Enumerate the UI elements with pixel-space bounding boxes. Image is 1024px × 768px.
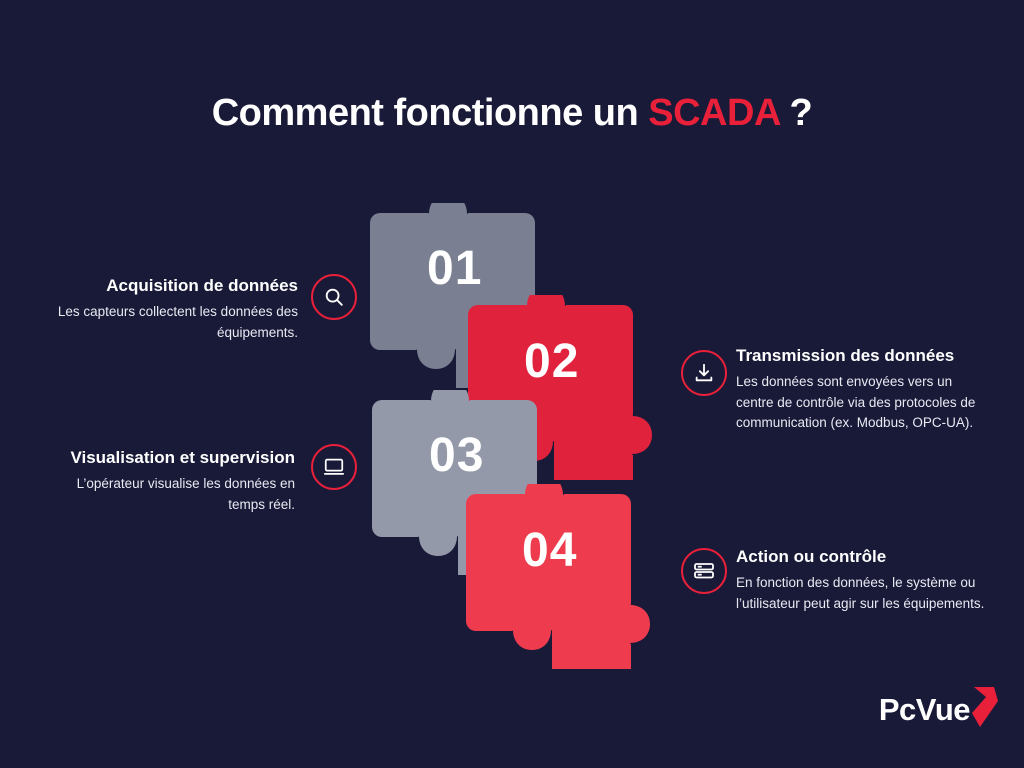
puzzle-number-04: 04	[522, 524, 578, 577]
step-03-title: Visualisation et supervision	[70, 448, 295, 467]
page-title	[0, 92, 1024, 135]
step-02-title: Transmission des données	[736, 346, 955, 365]
step-03-description: L’opérateur visualise les données en temps réel.	[76, 476, 295, 512]
title-part-after: ?	[779, 92, 813, 134]
server-icon	[681, 548, 727, 594]
step-01-text	[40, 275, 298, 343]
step-01-description: Les capteurs collectent les données des équipements.	[57, 304, 298, 340]
puzzle-piece-04[interactable]	[466, 484, 651, 669]
step-04-title: Action ou contrôle	[736, 547, 887, 566]
monitor-icon	[311, 444, 357, 490]
step-04-text	[736, 546, 986, 614]
step-03-text	[40, 447, 295, 515]
step-02-description: Les données sont envoyées vers un centre de contrôle via des protocoles de communication (ex. Modbus, OPC-UA).	[736, 374, 976, 430]
title-accent-scada: SCADA	[648, 92, 780, 134]
chevron-mark-icon	[972, 687, 998, 732]
step-01-title: Acquisition de données	[106, 276, 298, 295]
pcvue-logo	[879, 687, 998, 732]
puzzle-number-01: 01	[427, 242, 483, 295]
logo-text: PcVue	[878, 691, 970, 727]
puzzle-number-03: 03	[429, 429, 485, 482]
step-02-text	[736, 345, 988, 433]
magnifier-icon	[311, 274, 357, 320]
step-04-description: En fonction des données, le système ou l’utilisateur peut agir sur les équipements.	[736, 575, 985, 611]
puzzle-number-02: 02	[524, 335, 580, 388]
download-icon	[681, 350, 727, 396]
title-part-before: Comment fonctionne un	[211, 92, 649, 134]
